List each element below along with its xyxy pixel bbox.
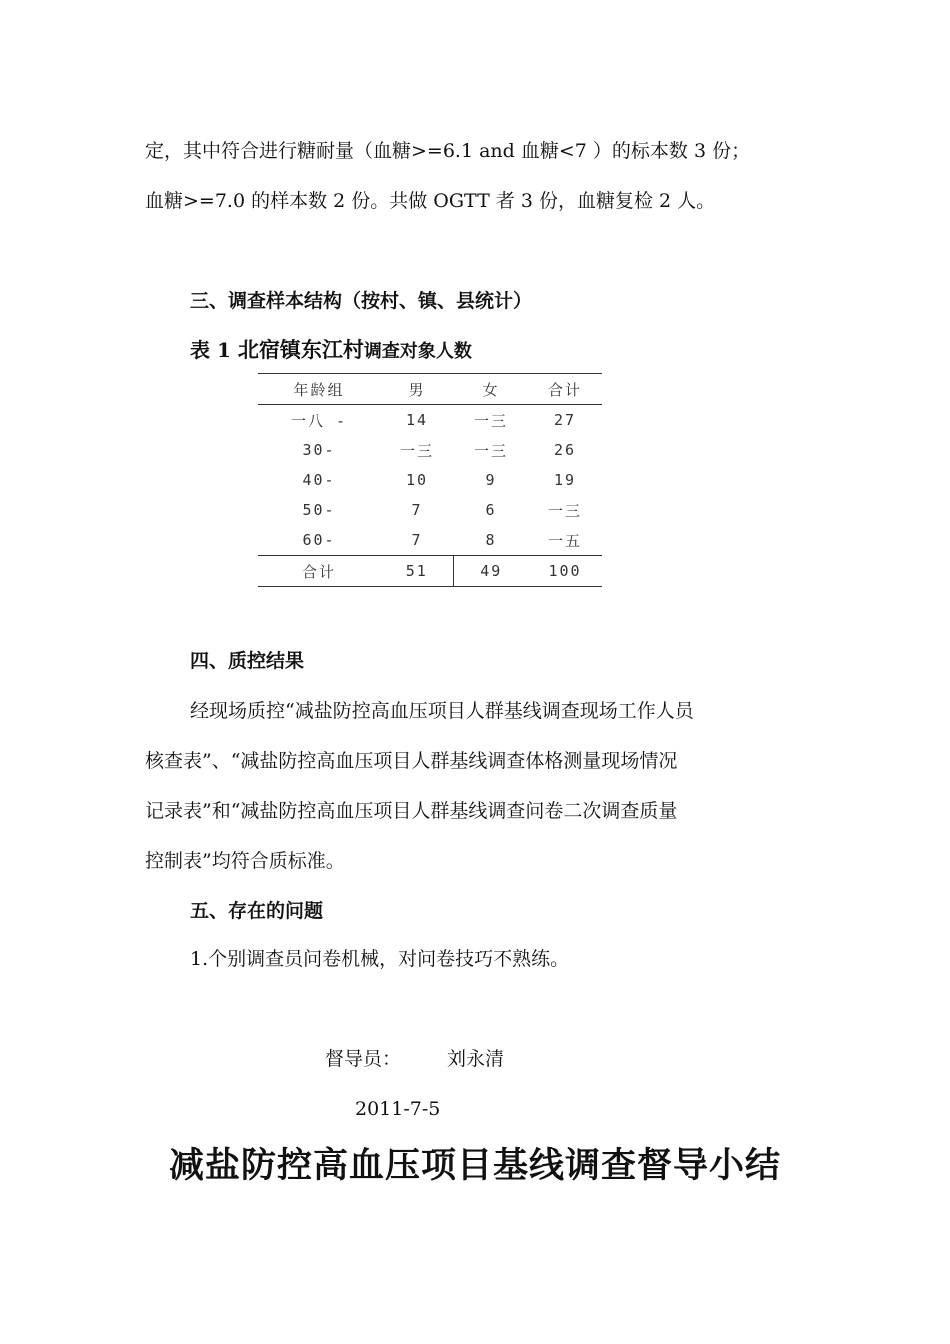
section-4-line-4: 控制表”均符合质标准。: [145, 850, 345, 872]
cell-total-all: 100: [528, 556, 602, 587]
header-age-group: 年龄组: [258, 374, 380, 405]
cell-male: 10: [405, 471, 428, 489]
table-row: [258, 405, 602, 436]
header-female: 女: [454, 374, 528, 405]
body-line-2: 血糖>=7.0 的样本数 2 份。共做 OGTT 者 3 份，血糖复检 2 人。: [145, 190, 716, 212]
table-row: [258, 495, 602, 525]
document-title: 减盐防控高血压项目基线调查督导小结: [168, 1146, 781, 1186]
section-4-line-1: 经现场质控“减盐防控高血压项目人群基线调查现场工作人员: [190, 700, 694, 722]
cell-male: 7: [411, 531, 423, 549]
header-total: 合计: [528, 374, 602, 405]
cell-total: 26: [553, 441, 577, 459]
cell-total: 一五: [547, 531, 582, 550]
cell-age-group: 一八 -: [290, 411, 348, 430]
table-caption-sub: 调查对象人数: [363, 341, 472, 362]
subjects-table: [258, 373, 602, 587]
cell-total-male: 51: [380, 556, 454, 587]
cell-male: 14: [405, 411, 428, 429]
cell-age-group: 60-: [302, 531, 336, 549]
cell-total: 19: [553, 471, 577, 489]
supervisor-label: 督导员：: [325, 1048, 402, 1070]
cell-female: 一三: [473, 441, 508, 460]
supervisor-name: 刘永清: [447, 1048, 505, 1070]
cell-male: 7: [411, 501, 423, 519]
cell-total: 一三: [547, 501, 582, 520]
cell-male: 一三: [399, 441, 434, 460]
cell-female: 8: [485, 531, 497, 549]
section-4-line-2: 核查表”、“减盐防控高血压项目人群基线调查体格测量现场情况: [145, 750, 678, 772]
signature-date: 2011-7-5: [355, 1098, 441, 1120]
section-4-line-3: 记录表”和“减盐防控高血压项目人群基线调查问卷二次调查质量: [145, 800, 678, 822]
cell-total: 27: [553, 411, 577, 429]
section-5-heading: 五、存在的问题: [190, 900, 324, 922]
cell-female: 一三: [473, 411, 508, 430]
table-caption-prefix: 表 1: [190, 338, 231, 362]
cell-total-female: 49: [454, 556, 528, 587]
cell-female: 6: [485, 501, 497, 519]
table-total-row: [258, 556, 602, 587]
table-caption: [190, 338, 472, 364]
section-4-heading: 四、质控结果: [190, 650, 305, 672]
body-line-1: 定，其中符合进行糖耐量（血糖>=6.1 and 血糖<7 ）的标本数 3 份；: [145, 140, 751, 162]
table-row: [258, 465, 602, 495]
table-header-row: [258, 374, 602, 405]
section-3-heading: 三、调查样本结构（按村、镇、县统计）: [190, 290, 533, 312]
cell-age-group: 30-: [302, 441, 336, 459]
cell-total-label: 合计: [258, 556, 380, 587]
problem-item-1: 1.个别调查员问卷机械，对问卷技巧不熟练。: [190, 948, 570, 970]
header-male: 男: [380, 374, 454, 405]
cell-age-group: 40-: [302, 471, 336, 489]
table-row: [258, 525, 602, 556]
table-row: [258, 435, 602, 465]
cell-female: 9: [485, 471, 497, 489]
cell-age-group: 50-: [302, 501, 336, 519]
table-caption-main: 北宿镇东江村: [237, 337, 364, 362]
